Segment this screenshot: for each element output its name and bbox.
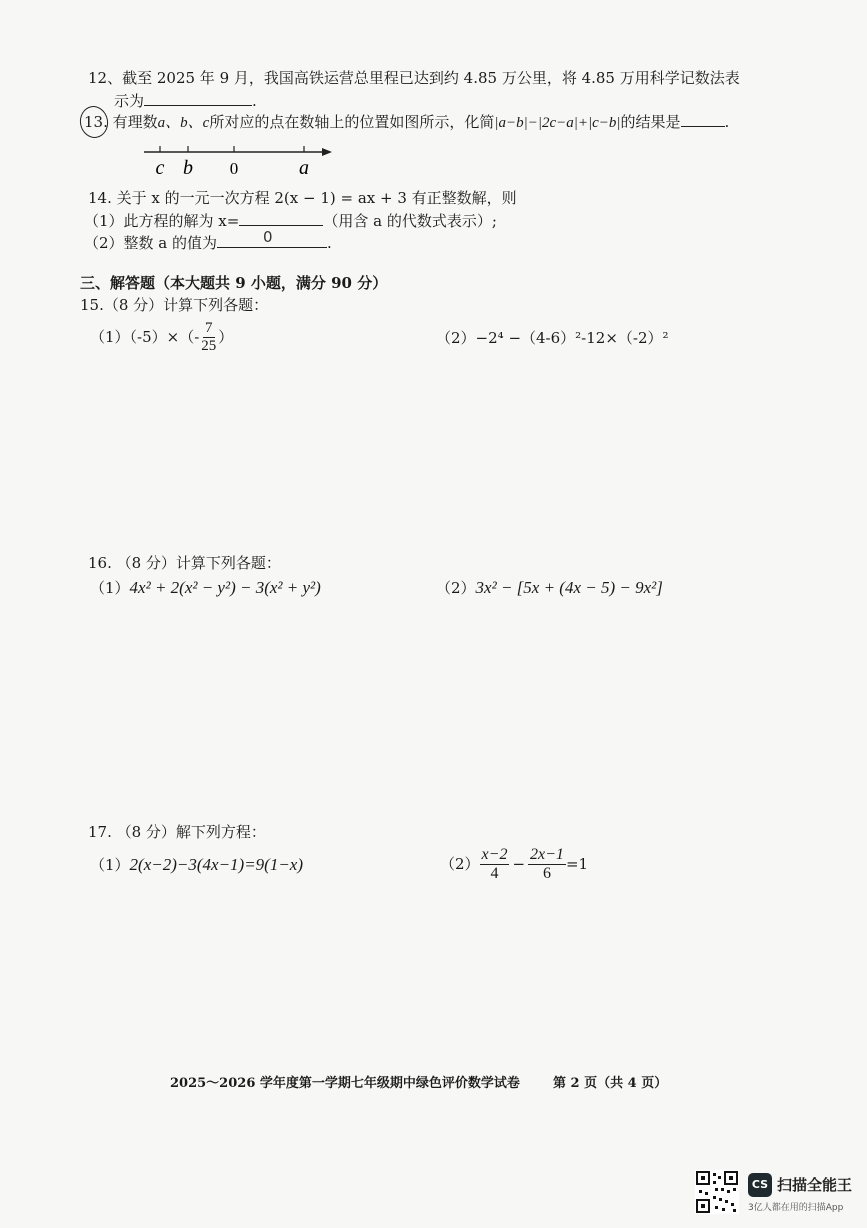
- section3-title: 三、解答题（本大题共 9 小题，满分 90 分）: [80, 274, 388, 292]
- q14-handwritten-zero: 0: [263, 228, 273, 246]
- q16-p2-label: （2）: [436, 579, 476, 597]
- q14-sub2-prefix: （2）整数 a 的值为: [84, 234, 218, 252]
- q17-p2-label: （2）: [440, 855, 480, 874]
- q15-p1-fraction: [199, 320, 218, 354]
- q17-p1-expression: 2(x−2)−3(4x−1)=9(1−x): [129, 855, 304, 874]
- q13-text-c: 的结果是: [620, 113, 681, 131]
- q13-number-line: [140, 140, 340, 180]
- watermark-brand-name: 扫描全能王: [777, 1176, 853, 1194]
- q17-p2-rhs: =1: [565, 855, 589, 874]
- q17-p2-numerator2: 2x−1: [530, 846, 564, 863]
- q15-p1-suffix: ）: [218, 328, 234, 346]
- q16-p1-label: （1）: [90, 579, 130, 597]
- label-a: a: [299, 157, 309, 179]
- q15-part1: [90, 320, 233, 354]
- q14-stem: 14. 关于 x 的一元一次方程 2(x − 1) = ax + 3 有正整数解，则: [88, 189, 517, 207]
- q16-p2-expression: 3x² − [5x + (4x − 5) − 9x²]: [475, 578, 663, 597]
- q14-sub2-blank: [217, 228, 327, 248]
- footer-page: 第 2 页（共 4 页）: [553, 1076, 668, 1091]
- q15-p2-label: （2）: [436, 329, 476, 347]
- q15-part2: [436, 328, 669, 348]
- q15-p2-expression: −2⁴ −（4-6）²-12×（-2）²: [475, 329, 669, 347]
- q14-sub2: [84, 228, 332, 253]
- q12-line2: [114, 91, 257, 111]
- q17-part1: [90, 855, 303, 875]
- q17-title: 17. （8 分）解下列方程：: [88, 823, 266, 841]
- q13-text-a: 有理数: [112, 113, 158, 131]
- watermark-tagline: 3亿人都在用的扫描App: [748, 1203, 844, 1213]
- q13-text-b: 所对应的点在数轴上的位置如图所示，化简: [209, 113, 495, 131]
- q14-sub2-suffix: .: [327, 234, 332, 252]
- q13-prefix: 13.: [84, 113, 108, 131]
- q13-line: [84, 112, 729, 133]
- label-b: b: [183, 157, 193, 179]
- q15-title: 15.（8 分）计算下列各题：: [80, 296, 269, 314]
- q17-p2-minus: −: [512, 855, 526, 874]
- q15-p1-numerator: 7: [205, 320, 213, 336]
- q14-sub1-prefix: （1）此方程的解为 x=: [84, 212, 240, 230]
- q14-sub1: [84, 211, 497, 231]
- q17-p2-fraction2: [528, 846, 566, 882]
- q16-part2: [436, 578, 663, 598]
- label-c: c: [155, 157, 165, 179]
- qr-code-icon: [695, 1170, 739, 1214]
- q17-p2-fraction1: [480, 846, 510, 882]
- q16-p1-expression: 4x² + 2(x² − y²) − 3(x² + y²): [129, 578, 321, 597]
- q15-p1-denominator: 25: [201, 337, 217, 354]
- q12-suffix: .: [252, 92, 257, 110]
- q17-p2-numerator1: x−2: [481, 846, 508, 863]
- q17-p1-label: （1）: [90, 856, 130, 874]
- q12-line1: 12、截至 2025 年 9 月，我国高铁运营总里程已达到约 4.85 万公里，将 4.85 万用科学记数法表: [88, 69, 740, 87]
- q13-vars: a、b、c: [157, 115, 210, 131]
- q16-title: 16. （8 分）计算下列各题：: [88, 554, 281, 572]
- q15-p1-prefix: （1）（-5）×（-: [90, 328, 200, 346]
- q16-part1: [90, 578, 321, 598]
- q12-prefix: 示为: [114, 92, 145, 110]
- camscanner-logo: CS: [748, 1173, 772, 1197]
- footer-title: 2025～2026 学年度第一学期七年级期中绿色评价数学试卷: [170, 1076, 520, 1091]
- q17-p2-denominator1: 4: [490, 864, 499, 882]
- q12-answer-blank: [144, 91, 252, 106]
- label-zero: 0: [229, 159, 239, 178]
- q17-p2-denominator2: 6: [542, 864, 551, 882]
- number-line-arrow: [322, 148, 332, 156]
- q13-expression: |a−b|−|2c−a|+|c−b|: [494, 115, 621, 131]
- q13-answer-blank: [681, 112, 725, 127]
- q17-part2: [440, 846, 588, 882]
- q13-end: .: [724, 113, 730, 131]
- q14-sub1-blank: [239, 211, 323, 226]
- q14-sub1-suffix: （用含 a 的代数式表示）;: [323, 212, 497, 230]
